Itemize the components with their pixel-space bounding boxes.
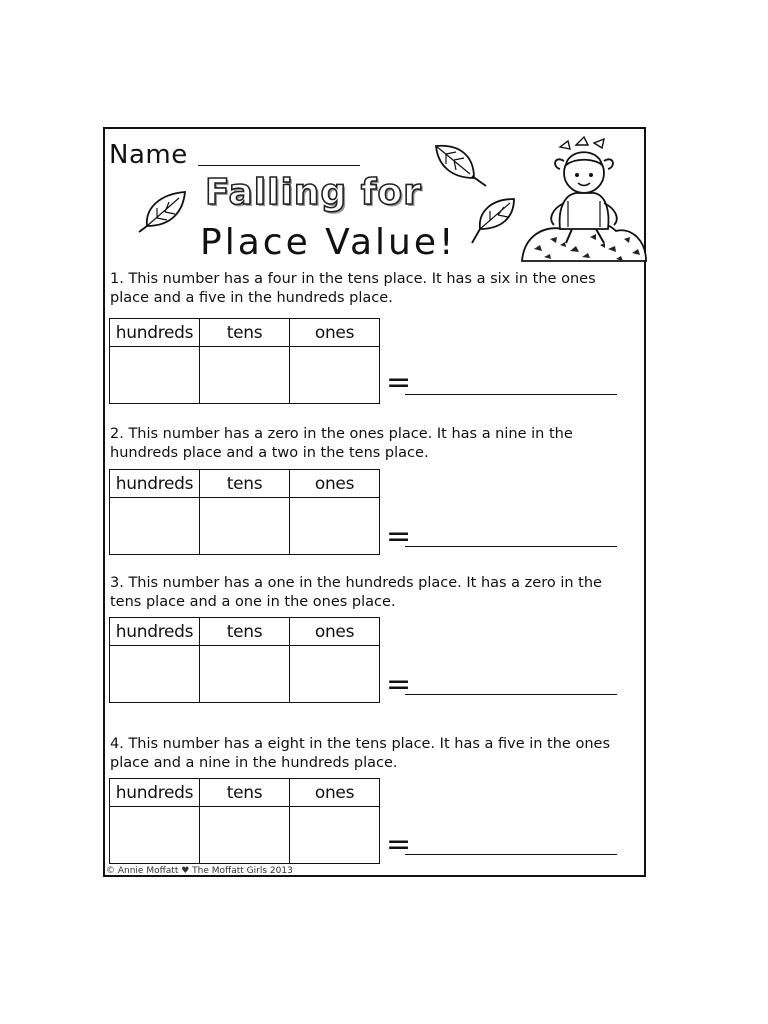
column-header-ones: ones [290, 319, 380, 347]
column-header-tens: tens [200, 618, 290, 646]
question-3-text: 3. This number has a one in the hundreds place. It has a zero in the tens place and a one in the ones place. [110, 575, 602, 610]
hundreds-cell[interactable] [110, 807, 200, 864]
leaf-icon [135, 188, 190, 236]
place-value-table-2 [109, 469, 380, 555]
tens-cell[interactable] [200, 646, 290, 703]
equals-sign: = [386, 365, 412, 400]
equals-sign: = [386, 667, 412, 702]
column-header-ones: ones [290, 470, 380, 498]
child-in-leaves-illustration [520, 133, 648, 265]
tens-cell[interactable] [200, 498, 290, 555]
column-header-tens: tens [200, 779, 290, 807]
answer-line-4[interactable] [405, 854, 617, 855]
ones-cell[interactable] [290, 498, 380, 555]
answer-line-2[interactable] [405, 546, 617, 547]
question-2-text: 2. This number has a zero in the ones place. It has a nine in the hundreds place and a two in the tens place. [110, 426, 573, 461]
hundreds-cell[interactable] [110, 498, 200, 555]
column-header-tens: tens [200, 319, 290, 347]
equals-sign: = [386, 827, 412, 862]
hundreds-cell[interactable] [110, 347, 200, 404]
title-line-1: Falling for [205, 172, 422, 213]
question-4-text: 4. This number has a eight in the tens place. It has a five in the ones place and a nine in the hundreds place. [110, 736, 610, 771]
column-header-hundreds: hundreds [110, 779, 200, 807]
tens-cell[interactable] [200, 347, 290, 404]
equals-sign: = [386, 519, 412, 554]
column-header-ones: ones [290, 618, 380, 646]
question-1-text: 1. This number has a four in the tens place. It has a six in the ones place and a five in the hundreds place. [110, 271, 596, 306]
column-header-hundreds: hundreds [110, 470, 200, 498]
answer-line-1[interactable] [405, 394, 617, 395]
column-header-hundreds: hundreds [110, 618, 200, 646]
ones-cell[interactable] [290, 347, 380, 404]
hundreds-cell[interactable] [110, 646, 200, 703]
name-label: Name [109, 140, 188, 170]
name-field-line[interactable] [198, 165, 360, 166]
place-value-table-3 [109, 617, 380, 703]
tens-cell[interactable] [200, 807, 290, 864]
copyright-footer: © Annie Moffatt ♥ The Moffatt Girls 2013 [106, 866, 293, 876]
ones-cell[interactable] [290, 646, 380, 703]
ones-cell[interactable] [290, 807, 380, 864]
title-line-2: Place Value! [200, 222, 457, 263]
leaf-icon [430, 140, 490, 190]
leaf-icon [470, 195, 520, 247]
answer-line-3[interactable] [405, 694, 617, 695]
place-value-table-4 [109, 778, 380, 864]
place-value-table-1 [109, 318, 380, 404]
column-header-hundreds: hundreds [110, 319, 200, 347]
column-header-tens: tens [200, 470, 290, 498]
column-header-ones: ones [290, 779, 380, 807]
